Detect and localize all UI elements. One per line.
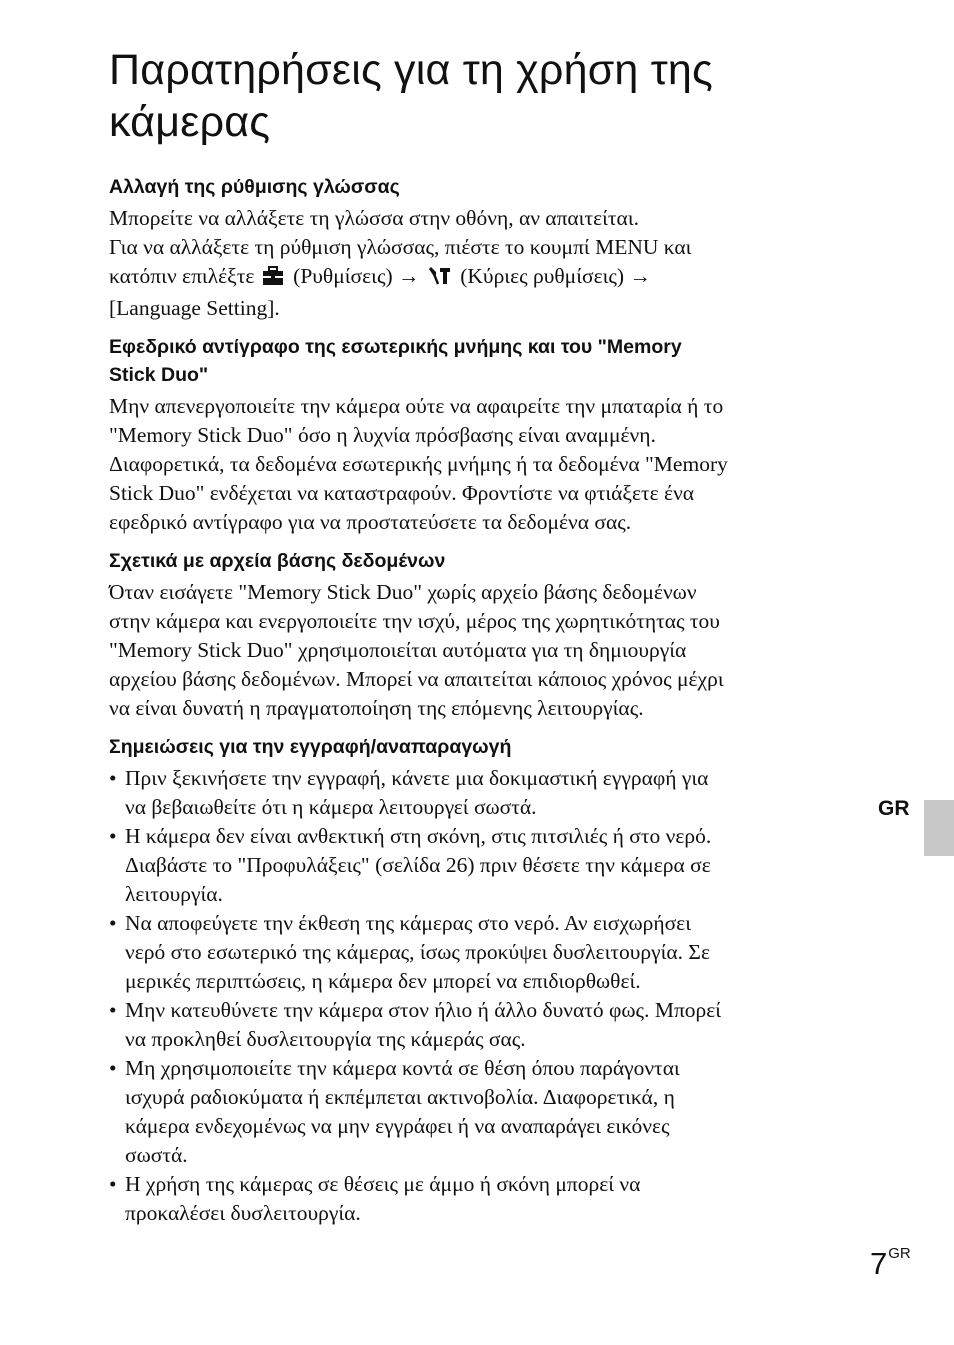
- text-line: προκαλέσει δυσλειτουργία.: [125, 1201, 361, 1225]
- heading-line: Stick Duo": [109, 364, 209, 386]
- text-line: να βεβαιωθείτε ότι η κάμερα λειτουργεί σωστά.: [125, 795, 537, 819]
- text-line: Για να αλλάξετε τη ρύθμιση γλώσσας, πιέστε το κουμπί MENU και: [109, 235, 692, 259]
- text-line: μερικές περιπτώσεις, η κάμερα δεν μπορεί να επιδιορθωθεί.: [125, 969, 641, 993]
- section-heading: Αλλαγή της ρύθμισης γλώσσας: [109, 176, 400, 198]
- bullet-mark: •: [109, 824, 117, 848]
- section-database-files: [109, 547, 869, 723]
- section-body: [109, 578, 869, 723]
- text-line: σωστά.: [125, 1143, 188, 1167]
- toolbox-icon: [262, 265, 284, 294]
- bullet-mark: •: [109, 1056, 117, 1080]
- section-recording-notes: [109, 733, 869, 1228]
- text-line: Η χρήση της κάμερας σε θέσεις με άμμο ή σκόνη μπορεί να: [125, 1172, 641, 1196]
- arrow-right-icon: →: [398, 264, 420, 288]
- section-heading: Σημειώσεις για την εγγραφή/αναπαραγωγή: [109, 736, 512, 758]
- text-line: Μπορείτε να αλλάξετε τη γλώσσα στην οθόνη, αν απαιτείται.: [109, 206, 639, 230]
- text-fragment: κατόπιν επιλέξτε: [109, 264, 255, 288]
- section-backup: [109, 333, 869, 537]
- text-line: Η κάμερα δεν είναι ανθεκτική στη σκόνη, στις πιτσιλιές ή στο νερό.: [125, 824, 712, 848]
- text-line: Stick Duo" ενδέχεται να καταστραφούν. Φροντίστε να φτιάξετε ένα: [109, 481, 695, 505]
- language-tab-marker: [924, 800, 954, 856]
- text-line: ισχυρά ραδιοκύματα ή εκπέμπεται ακτινοβολία. Διαφορετικά, η: [125, 1085, 675, 1109]
- text-line: Μη χρησιμοποιείτε την κάμερα κοντά σε θέση όπου παράγονται: [125, 1056, 680, 1080]
- text-line: "Memory Stick Duo" χρησιμοποιείται αυτόματα για τη δημιουργία: [109, 638, 687, 662]
- text-line: [Language Setting].: [109, 296, 280, 320]
- text-line: Να αποφεύγετε την έκθεση της κάμερας στο νερό. Αν εισχωρήσει: [125, 911, 691, 935]
- text-line: Όταν εισάγετε "Memory Stick Duo" χωρίς αρχείο βάσης δεδομένων: [109, 580, 697, 604]
- text-fragment: (Ρυθμίσεις): [293, 264, 393, 288]
- bullet-item: [109, 1054, 869, 1170]
- text-line: να προκληθεί δυσλειτουργία της κάμεράς σας.: [125, 1027, 526, 1051]
- bullet-mark: •: [109, 911, 117, 935]
- text-line: Μην απενεργοποιείτε την κάμερα ούτε να αφαιρείτε την μπαταρία ή το: [109, 394, 724, 418]
- text-fragment: (Κύριες ρυθμίσεις): [460, 264, 625, 288]
- text-line: Πριν ξεκινήσετε την εγγραφή, κάνετε μια δοκιμαστική εγγραφή για: [125, 766, 709, 790]
- bullet-mark: •: [109, 1172, 117, 1196]
- page-number: [870, 1234, 911, 1284]
- text-line: "Memory Stick Duo" όσο η λυχνία πρόσβασης είναι αναμμένη.: [109, 423, 656, 447]
- page-content: [109, 44, 869, 1238]
- text-line: εφεδρικό αντίγραφο για να προστατεύσετε τα δεδομένα σας.: [109, 510, 632, 534]
- text-line-with-icons: [109, 262, 869, 294]
- section-body: [109, 392, 869, 537]
- section-language-setting: [109, 173, 869, 323]
- heading-line: Εφεδρικό αντίγραφο της εσωτερικής μνήμης και του "Memory: [109, 336, 682, 358]
- text-line: Διαβάστε το "Προφυλάξεις" (σελίδα 26) πριν θέσετε την κάμερα σε: [125, 853, 711, 877]
- page-number-suffix: GR: [888, 1245, 911, 1262]
- bullet-item: [109, 909, 869, 996]
- page-number-value: 7: [870, 1246, 888, 1281]
- bullet-mark: •: [109, 766, 117, 790]
- text-line: νερό στο εσωτερικό της κάμερας, ίσως προκύψει δυσλειτουργία. Σε: [125, 940, 710, 964]
- bullet-item: [109, 996, 869, 1054]
- language-tab-label: GR: [878, 797, 910, 820]
- page-title: Παρατηρήσεις για τη χρήση της κάμερας: [109, 46, 713, 146]
- text-line: να είναι δυνατή η πραγματοποίηση της επόμενης λειτουργίας.: [109, 696, 644, 720]
- bullet-item: [109, 764, 869, 822]
- section-heading: [109, 333, 869, 389]
- text-line: αρχείου βάσης δεδομένων. Μπορεί να απαιτείται κάποιος χρόνος μέχρι: [109, 667, 724, 691]
- bullet-item: [109, 1170, 869, 1228]
- bullet-mark: •: [109, 998, 117, 1022]
- text-line: Μην κατευθύνετε την κάμερα στον ήλιο ή άλλο δυνατό φως. Μπορεί: [125, 998, 722, 1022]
- bullet-item: [109, 822, 869, 909]
- bullet-list: [109, 764, 869, 1228]
- tools-icon: [427, 265, 451, 294]
- text-line: κάμερα ενδεχομένως να μην εγγράφει ή να αναπαράγει εικόνες: [125, 1114, 670, 1138]
- arrow-right-icon: →: [629, 264, 651, 288]
- text-line: Διαφορετικά, τα δεδομένα εσωτερικής μνήμης ή τα δεδομένα "Memory: [109, 452, 728, 476]
- section-heading: Σχετικά με αρχεία βάσης δεδομένων: [109, 550, 446, 572]
- text-line: λειτουργία.: [125, 882, 223, 906]
- text-line: στην κάμερα και ενεργοποιείτε την ισχύ, μέρος της χωρητικότητας του: [109, 609, 720, 633]
- section-body: [109, 204, 869, 323]
